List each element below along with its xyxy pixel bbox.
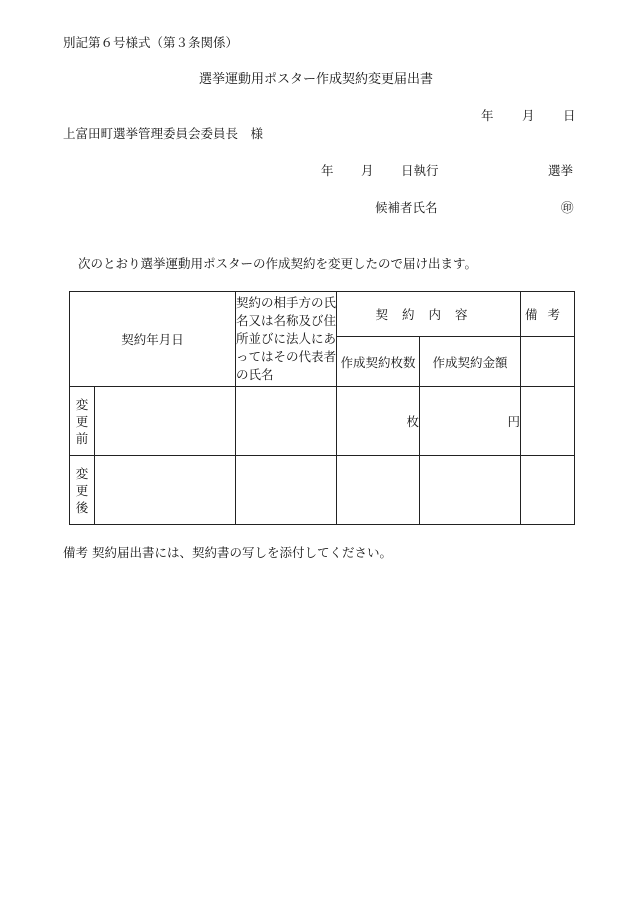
election-year-label: 年: [321, 163, 334, 178]
election-label: 選挙: [548, 163, 574, 178]
row-label-after: 変 更 後: [70, 456, 95, 525]
header-contract-amount: 作成契約金額: [420, 337, 521, 387]
candidate-name-label: 候補者氏名: [375, 200, 438, 215]
table-row-before: [70, 387, 575, 456]
table-row-after: [70, 456, 575, 525]
contract-table: [69, 291, 575, 525]
statement-text: 次のとおり選挙運動用ポスターの作成契約を変更したので届け出ます。: [78, 256, 478, 271]
date-year-label: 年: [481, 108, 494, 123]
cell-before-amount: [420, 387, 521, 456]
election-day-label: 日執行: [401, 163, 439, 178]
cell-after-party: [236, 456, 337, 525]
document-title: 選挙運動用ポスター作成契約変更届出書: [199, 72, 434, 87]
header-sheet-count: 作成契約枚数: [337, 337, 420, 387]
cell-before-remarks: [521, 387, 575, 456]
header-contract-party: 契約の相手方の氏名又は名称及び住所並びに法人にあってはその代表者の氏名: [236, 292, 337, 387]
addressee: 上富田町選挙管理委員会委員長 様: [63, 126, 264, 141]
header-contract-content: 契約内容: [337, 292, 521, 337]
unit-yen: 円: [507, 414, 521, 429]
footer-note: 備考 契約届出書には、契約書の写しを添付してください。: [63, 545, 392, 560]
cell-after-count: [337, 456, 420, 525]
seal-mark: ㊞: [561, 200, 574, 215]
cell-after-amount: [420, 456, 521, 525]
unit-sheets: 枚: [406, 414, 420, 429]
cell-before-date: [95, 387, 236, 456]
cell-after-date: [95, 456, 236, 525]
remarks-header-blank: [521, 337, 575, 387]
header-remarks: 備考: [521, 292, 575, 337]
form-reference: 別記第６号様式（第３条関係）: [63, 35, 239, 50]
election-month-label: 月: [361, 163, 374, 178]
cell-before-party: [236, 387, 337, 456]
header-contract-date: 契約年月日: [70, 292, 236, 387]
date-month-label: 月: [522, 108, 535, 123]
cell-after-remarks: [521, 456, 575, 525]
row-label-before: 変 更 前: [70, 387, 95, 456]
cell-before-count: [337, 387, 420, 456]
date-day-label: 日: [563, 108, 576, 123]
